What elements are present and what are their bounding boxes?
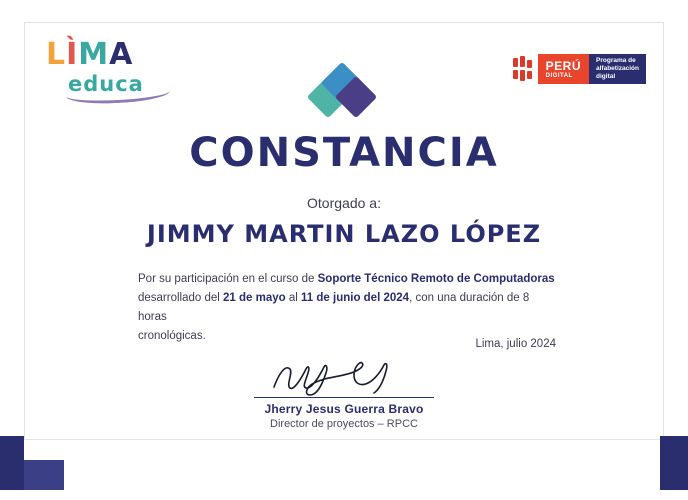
date-end: 11 de junio del 2024: [301, 291, 410, 304]
certificate-body: [138, 270, 558, 346]
peru-digital-line2: DIGITAL: [545, 72, 573, 79]
lima-letter-m: M: [78, 37, 110, 72]
course-name: Soporte Técnico Remoto de Computadoras: [317, 273, 555, 285]
programa-line3: digital: [596, 73, 616, 81]
lima-letter-l: L: [46, 37, 67, 72]
handwritten-signature-icon: [0, 355, 688, 397]
programa-line2: alfabetización: [596, 64, 639, 72]
body-line2-post: , con una duración de 8 horas: [138, 291, 530, 323]
signature-line: [254, 397, 434, 398]
body-line3: cronológicas.: [138, 329, 206, 342]
peru-flag-icon: [513, 56, 533, 82]
body-line2-mid: al: [285, 291, 302, 304]
body-line2-pre: desarrollado del: [138, 291, 224, 304]
diamond-emblem-icon: [305, 68, 383, 124]
programa-alfabetizacion-logo: [589, 54, 646, 84]
institutional-logos: [513, 54, 646, 84]
place-and-date: Lima, julio 2024: [475, 338, 556, 350]
signatory-role: Director de proyectos – RPCC: [270, 418, 418, 430]
awarded-to-label: Otorgado a:: [307, 195, 381, 211]
recipient-name: JIMMY MARTIN LAZO LÓPEZ: [146, 220, 542, 248]
certificate-title: CONSTANCIA: [189, 130, 499, 176]
date-start: 21 de mayo: [223, 291, 286, 304]
peru-digital-line1: PERÚ: [545, 58, 582, 73]
lima-wordmark: [46, 37, 186, 72]
lima-educa-subtext: educa: [68, 72, 144, 96]
lima-letter-i: Ì: [66, 37, 79, 72]
lima-educa-logo: [46, 37, 186, 96]
signatory-name: Jherry Jesus Guerra Bravo: [264, 402, 424, 416]
body-line1-pre: Por su participación en el curso de: [138, 273, 318, 285]
lima-letter-a: A: [109, 37, 134, 72]
signature-block: [0, 355, 688, 430]
peru-digital-logo: [538, 54, 589, 84]
programa-line1: Programa de: [596, 56, 636, 64]
decor-strip-bottom: [0, 490, 688, 500]
